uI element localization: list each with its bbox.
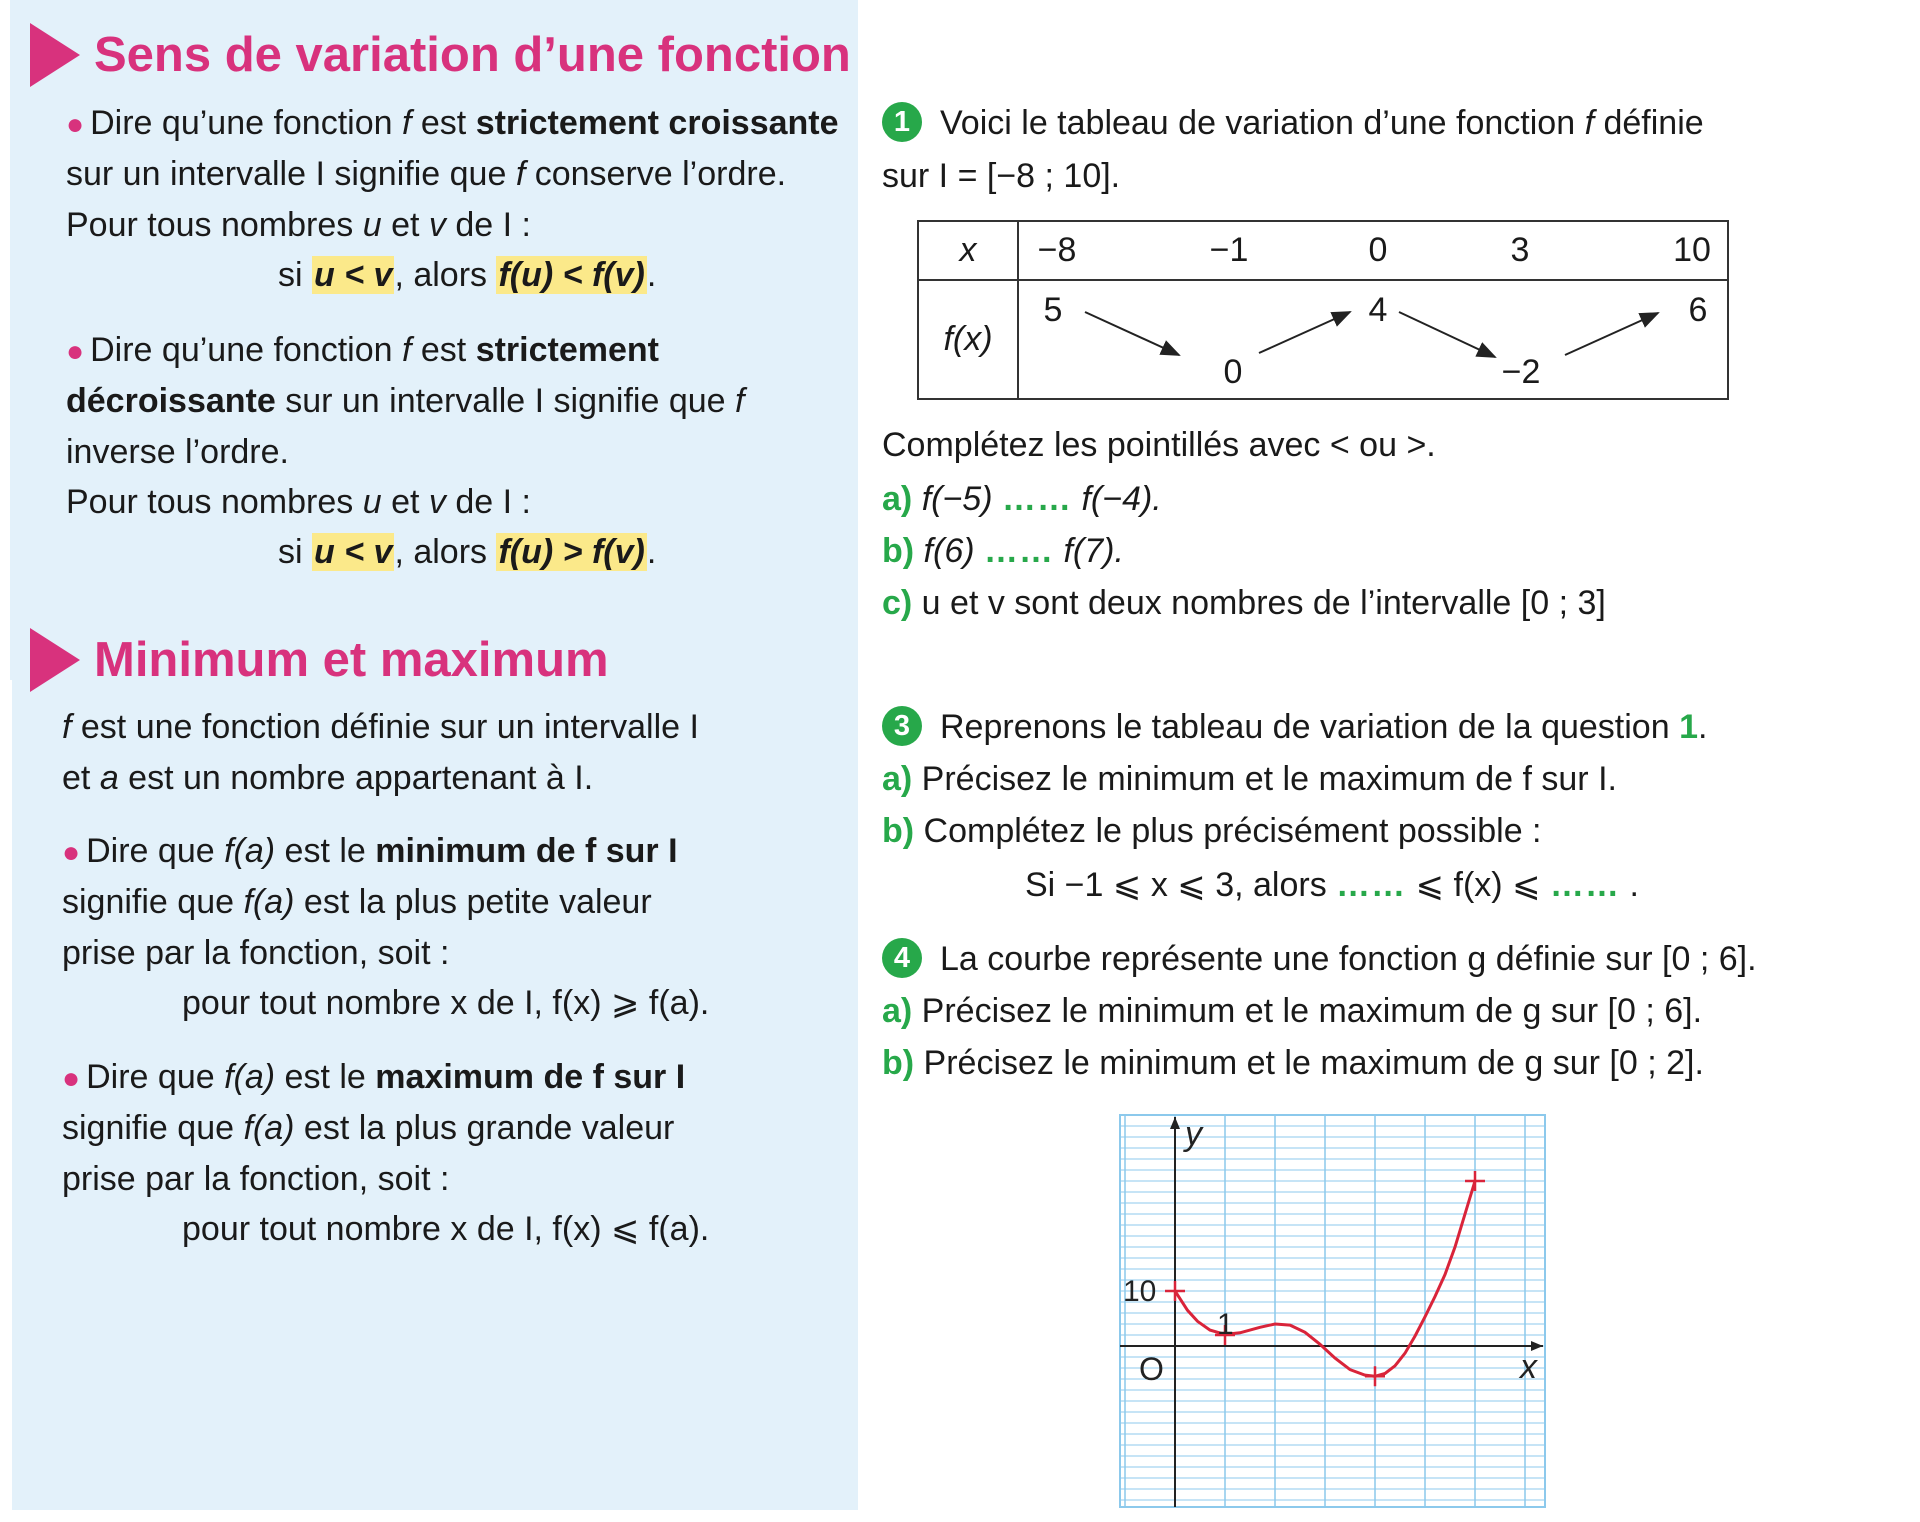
graph-svg: [1110, 1110, 1550, 1510]
question-3b-inequality: Si −1 ⩽ x ⩽ 3, alors …… ⩽ f(x) ⩽ …… .: [1025, 866, 1639, 904]
fx-value: 6: [1688, 291, 1708, 329]
question-4b: b) Précisez le minimum et le maximum de g sur [0 ; 2].: [882, 1044, 1704, 1082]
variation-table: [917, 220, 1729, 400]
section-title: Sens de variation d’une fonction: [94, 28, 851, 82]
question-1-line1: 1 Voici le tableau de variation d’une fonction f définie: [882, 98, 1704, 149]
text-line: signifie que f(a) est la plus grande valeur: [62, 1109, 675, 1147]
arrow-down: [1085, 312, 1179, 355]
text-line: prise par la fonction, soit :: [62, 934, 450, 972]
condition-croissante: si u < v, alors f(u) < f(v).: [278, 256, 657, 294]
instruction: Complétez les pointillés avec < ou >.: [882, 426, 1436, 464]
arrow-up: [1259, 312, 1350, 353]
condition-decroissante: si u < v, alors f(u) > f(v).: [278, 533, 657, 571]
x-value: −8: [1037, 231, 1077, 269]
question-3b: b) Complétez le plus précisément possible :: [882, 812, 1542, 850]
x-value: −1: [1209, 231, 1249, 269]
text-line: inverse l’ordre.: [66, 433, 289, 471]
section-header-variation: [30, 20, 851, 90]
arrow-down: [1399, 312, 1495, 357]
text-line: f est une fonction définie sur un intervalle I: [62, 708, 699, 746]
bullet-croissante: ● Dire qu’une fonction f est strictement croissante: [66, 104, 839, 142]
x-value: 0: [1368, 231, 1388, 269]
bullet-icon: ●: [66, 108, 85, 141]
x-header: x: [959, 231, 977, 269]
grid: [1120, 1115, 1545, 1507]
question-3-line1: 3 Reprenons le tableau de variation de la question 1.: [882, 702, 1707, 753]
x-axis-label: x: [1520, 1348, 1537, 1386]
question-3a: a) Précisez le minimum et le maximum de f sur I.: [882, 760, 1617, 798]
function-graph: [1110, 1110, 1550, 1510]
fx-value: 4: [1368, 291, 1388, 329]
question-number-badge: 4: [882, 938, 922, 978]
text-line: sur un intervalle I signifie que f conserve l’ordre.: [66, 155, 787, 193]
bullet-icon: ●: [62, 1062, 81, 1095]
text-line: décroissante sur un intervalle I signifie que f: [66, 382, 745, 420]
y-tick-label: 10: [1123, 1275, 1157, 1308]
bullet-icon: ●: [62, 836, 81, 869]
fx-header: f(x): [943, 320, 993, 358]
condition-maximum: pour tout nombre x de I, f(x) ⩽ f(a).: [182, 1210, 710, 1248]
text-line: signifie que f(a) est la plus petite valeur: [62, 883, 652, 921]
text-line: et a est un nombre appartenant à I.: [62, 759, 594, 797]
arrow-up: [1565, 313, 1658, 355]
condition-minimum: pour tout nombre x de I, f(x) ⩾ f(a).: [182, 984, 710, 1022]
x-value: 3: [1510, 231, 1530, 269]
bullet-minimum: ● Dire que f(a) est le minimum de f sur I: [62, 832, 678, 870]
question-1-line2: sur I = [−8 ; 10].: [882, 157, 1121, 195]
bullet-icon: ●: [66, 335, 85, 368]
fx-value: −2: [1501, 353, 1541, 391]
question-1c: c) u et v sont deux nombres de l’intervalle [0 ; 3]: [882, 584, 1606, 622]
question-number-badge: 1: [882, 102, 922, 142]
bullet-decroissante: ● Dire qu’une fonction f est strictement: [66, 331, 659, 369]
bullet-maximum: ● Dire que f(a) est le maximum de f sur I: [62, 1058, 686, 1096]
origin-label: O: [1139, 1351, 1164, 1387]
question-4a: a) Précisez le minimum et le maximum de g sur [0 ; 6].: [882, 992, 1703, 1030]
triangle-icon: [30, 23, 80, 87]
text-line: Pour tous nombres u et v de I :: [66, 483, 531, 521]
question-number-badge: 3: [882, 706, 922, 746]
fx-value: 0: [1223, 353, 1243, 391]
grid-border: [1120, 1115, 1545, 1507]
triangle-icon: [30, 628, 80, 692]
fx-value: 5: [1043, 291, 1063, 329]
section-title: Minimum et maximum: [94, 633, 609, 687]
text-line: Pour tous nombres u et v de I :: [66, 206, 531, 244]
text-line: prise par la fonction, soit :: [62, 1160, 450, 1198]
y-axis-label: y: [1185, 1115, 1202, 1153]
x-value: 10: [1673, 231, 1711, 269]
section-header-minmax: [30, 625, 609, 695]
x-tick-label: 1: [1217, 1308, 1234, 1341]
question-1b: b) f(6) …… f(7).: [882, 532, 1124, 570]
question-4-line1: 4 La courbe représente une fonction g définie sur [0 ; 6].: [882, 934, 1757, 985]
question-1a: a) f(−5) …… f(−4).: [882, 480, 1162, 518]
panel-notch: [0, 680, 12, 1522]
